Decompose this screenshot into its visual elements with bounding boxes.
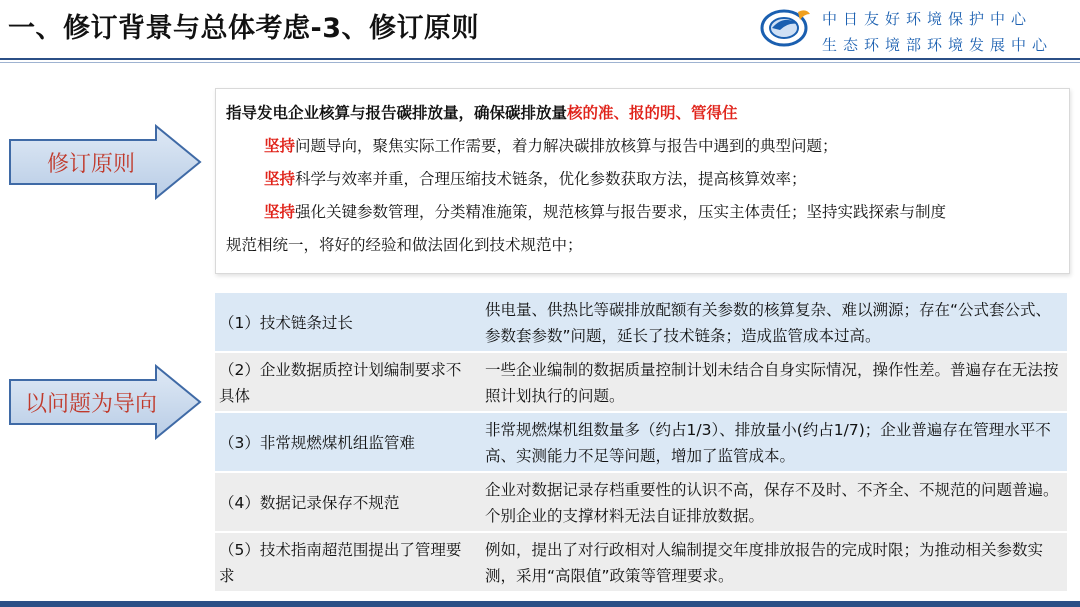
footer-bar [0, 601, 1080, 607]
principles-intro-highlight: 核的准、报的明、管得住 [567, 104, 738, 122]
principle-item-continuation: 规范相统一，将好的经验和做法固化到技术规范中； [226, 236, 583, 254]
organization-name-line1: 中日友好环境保护中心 [822, 10, 1033, 28]
principles-box [215, 88, 1070, 274]
problem-detail: 非常规燃煤机组数量多（约占1/3）、排放量小(约占1/7)；企业普遍存在管理水平不高、实测能力不足等问题，增加了监管成本。 [471, 412, 1067, 472]
principles-arrow-label [6, 124, 202, 200]
problem-issue: （2）企业数据质控计划编制要求不具体 [215, 352, 471, 412]
problems-table [215, 293, 1067, 593]
table-row [215, 293, 1067, 352]
principles-arrow-text: 修订原则 [46, 151, 135, 177]
principle-item: 坚持科学与效率并重，合理压缩技术链条，优化参数获取方法，提高核算效率； [264, 170, 807, 188]
header-divider [0, 58, 1080, 60]
problems-arrow-text: 以问题为导向 [24, 391, 157, 417]
problem-issue: （4）数据记录保存不规范 [215, 472, 471, 532]
organization-logo-emblem [758, 6, 814, 48]
table-row [215, 532, 1067, 592]
header-divider-thin [0, 62, 1080, 63]
organization-name-line2: 生态环境部环境发展中心 [822, 36, 1054, 54]
principle-item: 坚持强化关键参数管理，分类精准施策，规范核算与报告要求，压实主体责任；坚持实践探索与制度 [264, 203, 947, 221]
problem-issue: （5）技术指南超范围提出了管理要求 [215, 532, 471, 592]
problem-detail: 供电量、供热比等碳排放配额有关参数的核算复杂、难以溯源；存在“公式套公式、参数套参数”问题，延长了技术链条；造成监管成本过高。 [471, 293, 1067, 352]
problems-arrow-label [6, 364, 202, 440]
page-title: 一、修订背景与总体考虑-3、修订原则 [8, 13, 479, 44]
table-row [215, 412, 1067, 472]
problem-detail: 企业对数据记录存档重要性的认识不高，保存不及时、不齐全、不规范的问题普遍。个别企业的支撑材料无法自证排放数据。 [471, 472, 1067, 532]
problem-detail: 例如，提出了对行政相对人编制提交年度排放报告的完成时限；为推动相关参数实测，采用“高限值”政策等管理要求。 [471, 532, 1067, 592]
table-row [215, 352, 1067, 412]
problem-issue: （1）技术链条过长 [215, 293, 471, 352]
problem-issue: （3）非常规燃煤机组监管难 [215, 412, 471, 472]
table-row [215, 472, 1067, 532]
principles-intro: 指导发电企业核算与报告碳排放量，确保碳排放量核的准、报的明、管得住 [226, 104, 738, 122]
principle-item: 坚持问题导向，聚焦实际工作需要，着力解决碳排放核算与报告中遇到的典型问题； [264, 137, 838, 155]
problem-detail: 一些企业编制的数据质量控制计划未结合自身实际情况，操作性差。普遍存在无法按照计划执行的问题。 [471, 352, 1067, 412]
